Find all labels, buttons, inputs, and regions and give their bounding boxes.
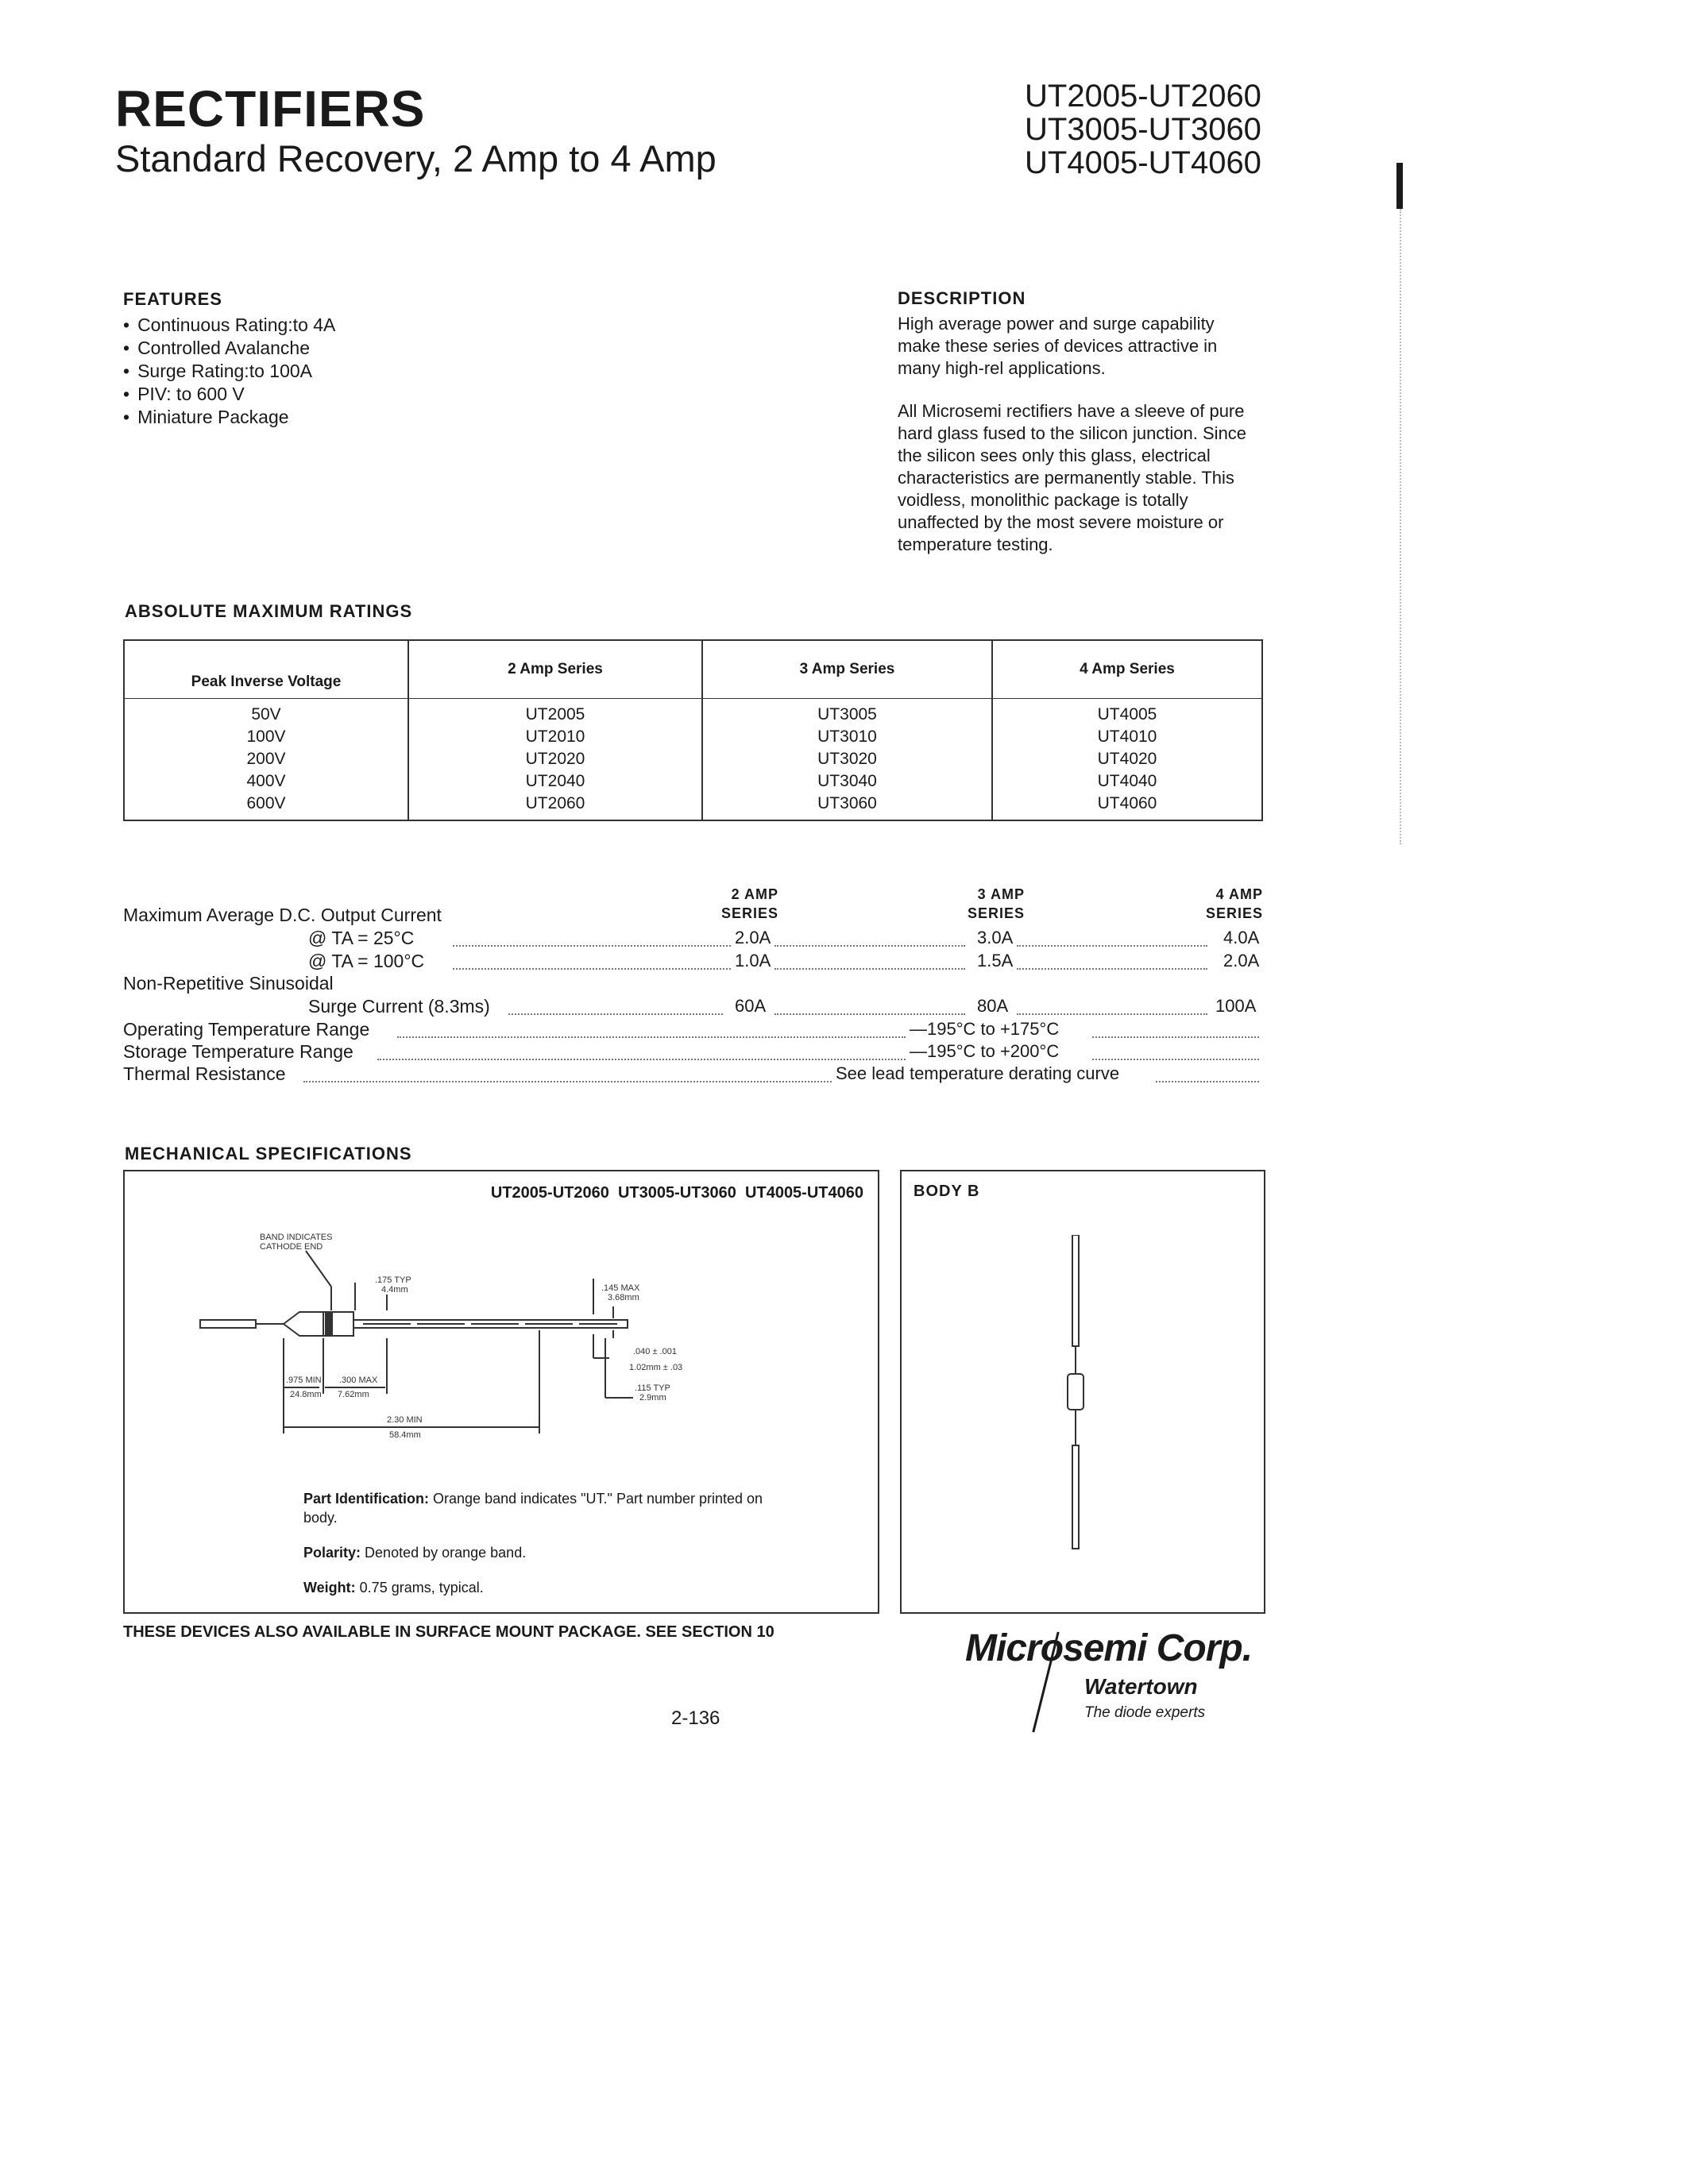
dim-label: .115 TYP [635, 1383, 670, 1393]
table-row [124, 699, 1262, 727]
feature-item: • Miniature Package [123, 406, 335, 429]
leader-dots [303, 1080, 832, 1082]
value-cell: —195°C to +200°C [910, 1041, 1060, 1061]
dim-label: 2.30 MIN [387, 1415, 423, 1425]
column-header: 4 Amp Series [992, 640, 1262, 699]
body-b-drawing [1060, 1235, 1092, 1553]
table-cell: UT4040 [992, 770, 1262, 793]
table-cell: UT2020 [408, 748, 702, 770]
leader-dots [377, 1058, 906, 1060]
table-cell: UT4005 [992, 699, 1262, 727]
char-col-header: 4 AMP SERIES [1205, 886, 1263, 921]
table-cell: UT3060 [702, 793, 992, 820]
note-text: Denoted by orange band. [365, 1545, 527, 1561]
dim-label: 2.9mm [639, 1393, 666, 1403]
logo-sub: Watertown [1084, 1674, 1198, 1699]
note-label: Weight: [303, 1580, 356, 1596]
value-cell: 1.5A [977, 951, 1014, 970]
note-text: Orange band indicates "UT." Part number printed on body. [303, 1491, 763, 1526]
table-cell: 200V [124, 748, 408, 770]
leader-dots [453, 944, 731, 947]
leader-line [306, 1251, 331, 1287]
column-header: 2 Amp Series [408, 640, 702, 699]
diode-body [1068, 1374, 1083, 1410]
description-paragraph: High average power and surge capability make these series of devices attractive in many high-rel applications. [898, 314, 1218, 378]
leader-dots [774, 1013, 965, 1015]
note-label: Polarity: [303, 1545, 361, 1561]
leader-dots [508, 1013, 723, 1015]
table-cell: 100V [124, 726, 408, 748]
ratings-heading: ABSOLUTE MAXIMUM RATINGS [125, 601, 413, 621]
dim-label: .175 TYP [375, 1275, 411, 1285]
leader-dots [1017, 967, 1207, 970]
table-cell: UT2060 [408, 793, 702, 820]
part-ranges [1025, 79, 1261, 179]
dim-label: BAND INDICATES [260, 1233, 333, 1242]
value-cell: 60A [735, 996, 767, 1016]
value-cell: 4.0A [1223, 928, 1260, 947]
nonrep-label: Non-Repetitive Sinusoidal [123, 973, 334, 994]
mechanical-parts: UT2005-UT2060 UT3005-UT3060 UT4005-UT4060 [490, 1184, 863, 1202]
description-heading: DESCRIPTION [898, 288, 1026, 308]
table-cell: UT3005 [702, 699, 992, 727]
dim-label: .145 MAX [601, 1283, 640, 1293]
leader-dots [397, 1036, 906, 1038]
logo-main: Microsemi Corp. [965, 1627, 1253, 1669]
leader-dots [453, 967, 731, 970]
dim-label: 58.4mm [389, 1430, 421, 1440]
part-range: UT2005-UT2060 [1025, 79, 1261, 114]
table-cell: UT2010 [408, 726, 702, 748]
value-cell: 80A [977, 996, 1009, 1016]
dim-label: .040 ± .001 [633, 1347, 677, 1356]
table-row [124, 770, 1262, 793]
description-paragraph: All Microsemi rectifiers have a sleeve of pure hard glass fused to the silicon junction. Since the silicon sees only this glass, electrical characteristics are permanently stable. This voidless, monolithic package is totally unaffected by the most severe moisture or temperature testing. [898, 401, 1247, 554]
part-range: UT3005-UT3060 [1025, 112, 1261, 147]
thermal-label: Thermal Resistance [123, 1063, 286, 1084]
margin-mark [1396, 163, 1403, 209]
leader-dots [1092, 1036, 1259, 1038]
char-col-header: 3 AMP SERIES [967, 886, 1025, 921]
table-row [124, 748, 1262, 770]
mechanical-box [123, 1170, 879, 1614]
leader-dots [1017, 1013, 1207, 1015]
dim-label: .300 MAX [339, 1376, 378, 1385]
company-logo [965, 1626, 1275, 1746]
dim-label: 4.4mm [381, 1285, 408, 1295]
margin-dotted-line [1400, 209, 1402, 844]
leader-dots [1092, 1058, 1259, 1060]
table-cell: UT4060 [992, 793, 1262, 820]
table-cell: UT3010 [702, 726, 992, 748]
feature-item: • Continuous Rating:to 4A [123, 314, 335, 337]
table-cell: UT4010 [992, 726, 1262, 748]
table-header-row [124, 640, 1262, 699]
note-text: 0.75 grams, typical. [359, 1580, 484, 1596]
feature-item: • Surge Rating:to 100A [123, 360, 335, 383]
leader-dots [774, 967, 965, 970]
mechanical-heading: MECHANICAL SPECIFICATIONS [125, 1144, 412, 1163]
part-range: UT4005-UT4060 [1025, 145, 1261, 180]
body-taper [284, 1312, 323, 1336]
table-cell: UT4020 [992, 748, 1262, 770]
dim-label: 1.02mm ± .03 [629, 1363, 683, 1372]
dimension-drawing [125, 1219, 878, 1481]
feature-item: • PIV: to 600 V [123, 383, 335, 406]
table-cell: UT2040 [408, 770, 702, 793]
ratings-table [123, 639, 1263, 821]
leader-dots [1156, 1080, 1259, 1082]
value-cell: 2.0A [735, 928, 771, 947]
footnote: THESE DEVICES ALSO AVAILABLE IN SURFACE MOUNT PACKAGE. SEE SECTION 10 [123, 1623, 774, 1641]
table-cell: 600V [124, 793, 408, 820]
value-cell: 1.0A [735, 951, 771, 970]
storage-label: Storage Temperature Range [123, 1041, 353, 1062]
value-cell: —195°C to +175°C [910, 1019, 1060, 1039]
table-cell: UT3020 [702, 748, 992, 770]
lead-top [1072, 1235, 1079, 1346]
features-heading: FEATURES [123, 289, 222, 309]
max-avg-current-label: Maximum Average D.C. Output Current [123, 905, 442, 925]
value-cell: 3.0A [977, 928, 1014, 947]
column-header: Peak Inverse Voltage [124, 640, 408, 699]
features-section [123, 287, 335, 429]
dim-label: .975 MIN [286, 1376, 322, 1385]
leader-dots [1017, 944, 1207, 947]
dim-label: 3.68mm [608, 1293, 639, 1302]
ta25-label: @ TA = 25°C [308, 928, 415, 948]
lead-bottom [1072, 1445, 1079, 1549]
value-cell: 2.0A [1223, 951, 1260, 970]
table-row [124, 726, 1262, 748]
table-cell: UT2005 [408, 699, 702, 727]
op-temp-label: Operating Temperature Range [123, 1019, 370, 1040]
lead-left [200, 1320, 256, 1328]
feature-item: • Controlled Avalanche [123, 337, 335, 360]
table-cell: UT3040 [702, 770, 992, 793]
page-subtitle: Standard Recovery, 2 Amp to 4 Amp [115, 137, 717, 179]
note-label: Part Identification: [303, 1491, 430, 1507]
table-row [124, 793, 1262, 820]
leader-dots [774, 944, 965, 947]
table-cell: 400V [124, 770, 408, 793]
mechanical-notes [303, 1489, 780, 1613]
dim-label: CATHODE END [260, 1242, 323, 1252]
column-header: 3 Amp Series [702, 640, 992, 699]
page-number: 2-136 [671, 1707, 720, 1729]
body-box [900, 1170, 1265, 1614]
cathode-band [326, 1312, 332, 1336]
ta100-label: @ TA = 100°C [308, 951, 425, 971]
logo-tagline: The diode experts [1084, 1704, 1206, 1721]
description-section [898, 287, 1255, 577]
body-label: BODY B [914, 1183, 980, 1200]
char-col-header: 2 AMP SERIES [720, 886, 778, 921]
value-cell: See lead temperature derating curve [836, 1063, 1120, 1083]
dim-label: 24.8mm [290, 1390, 322, 1399]
table-cell: 50V [124, 699, 408, 727]
page-title: RECTIFIERS [115, 80, 426, 137]
dim-label: 7.62mm [338, 1390, 369, 1399]
value-cell: 100A [1215, 996, 1257, 1016]
surge-label: Surge Current (8.3ms) [308, 996, 490, 1017]
